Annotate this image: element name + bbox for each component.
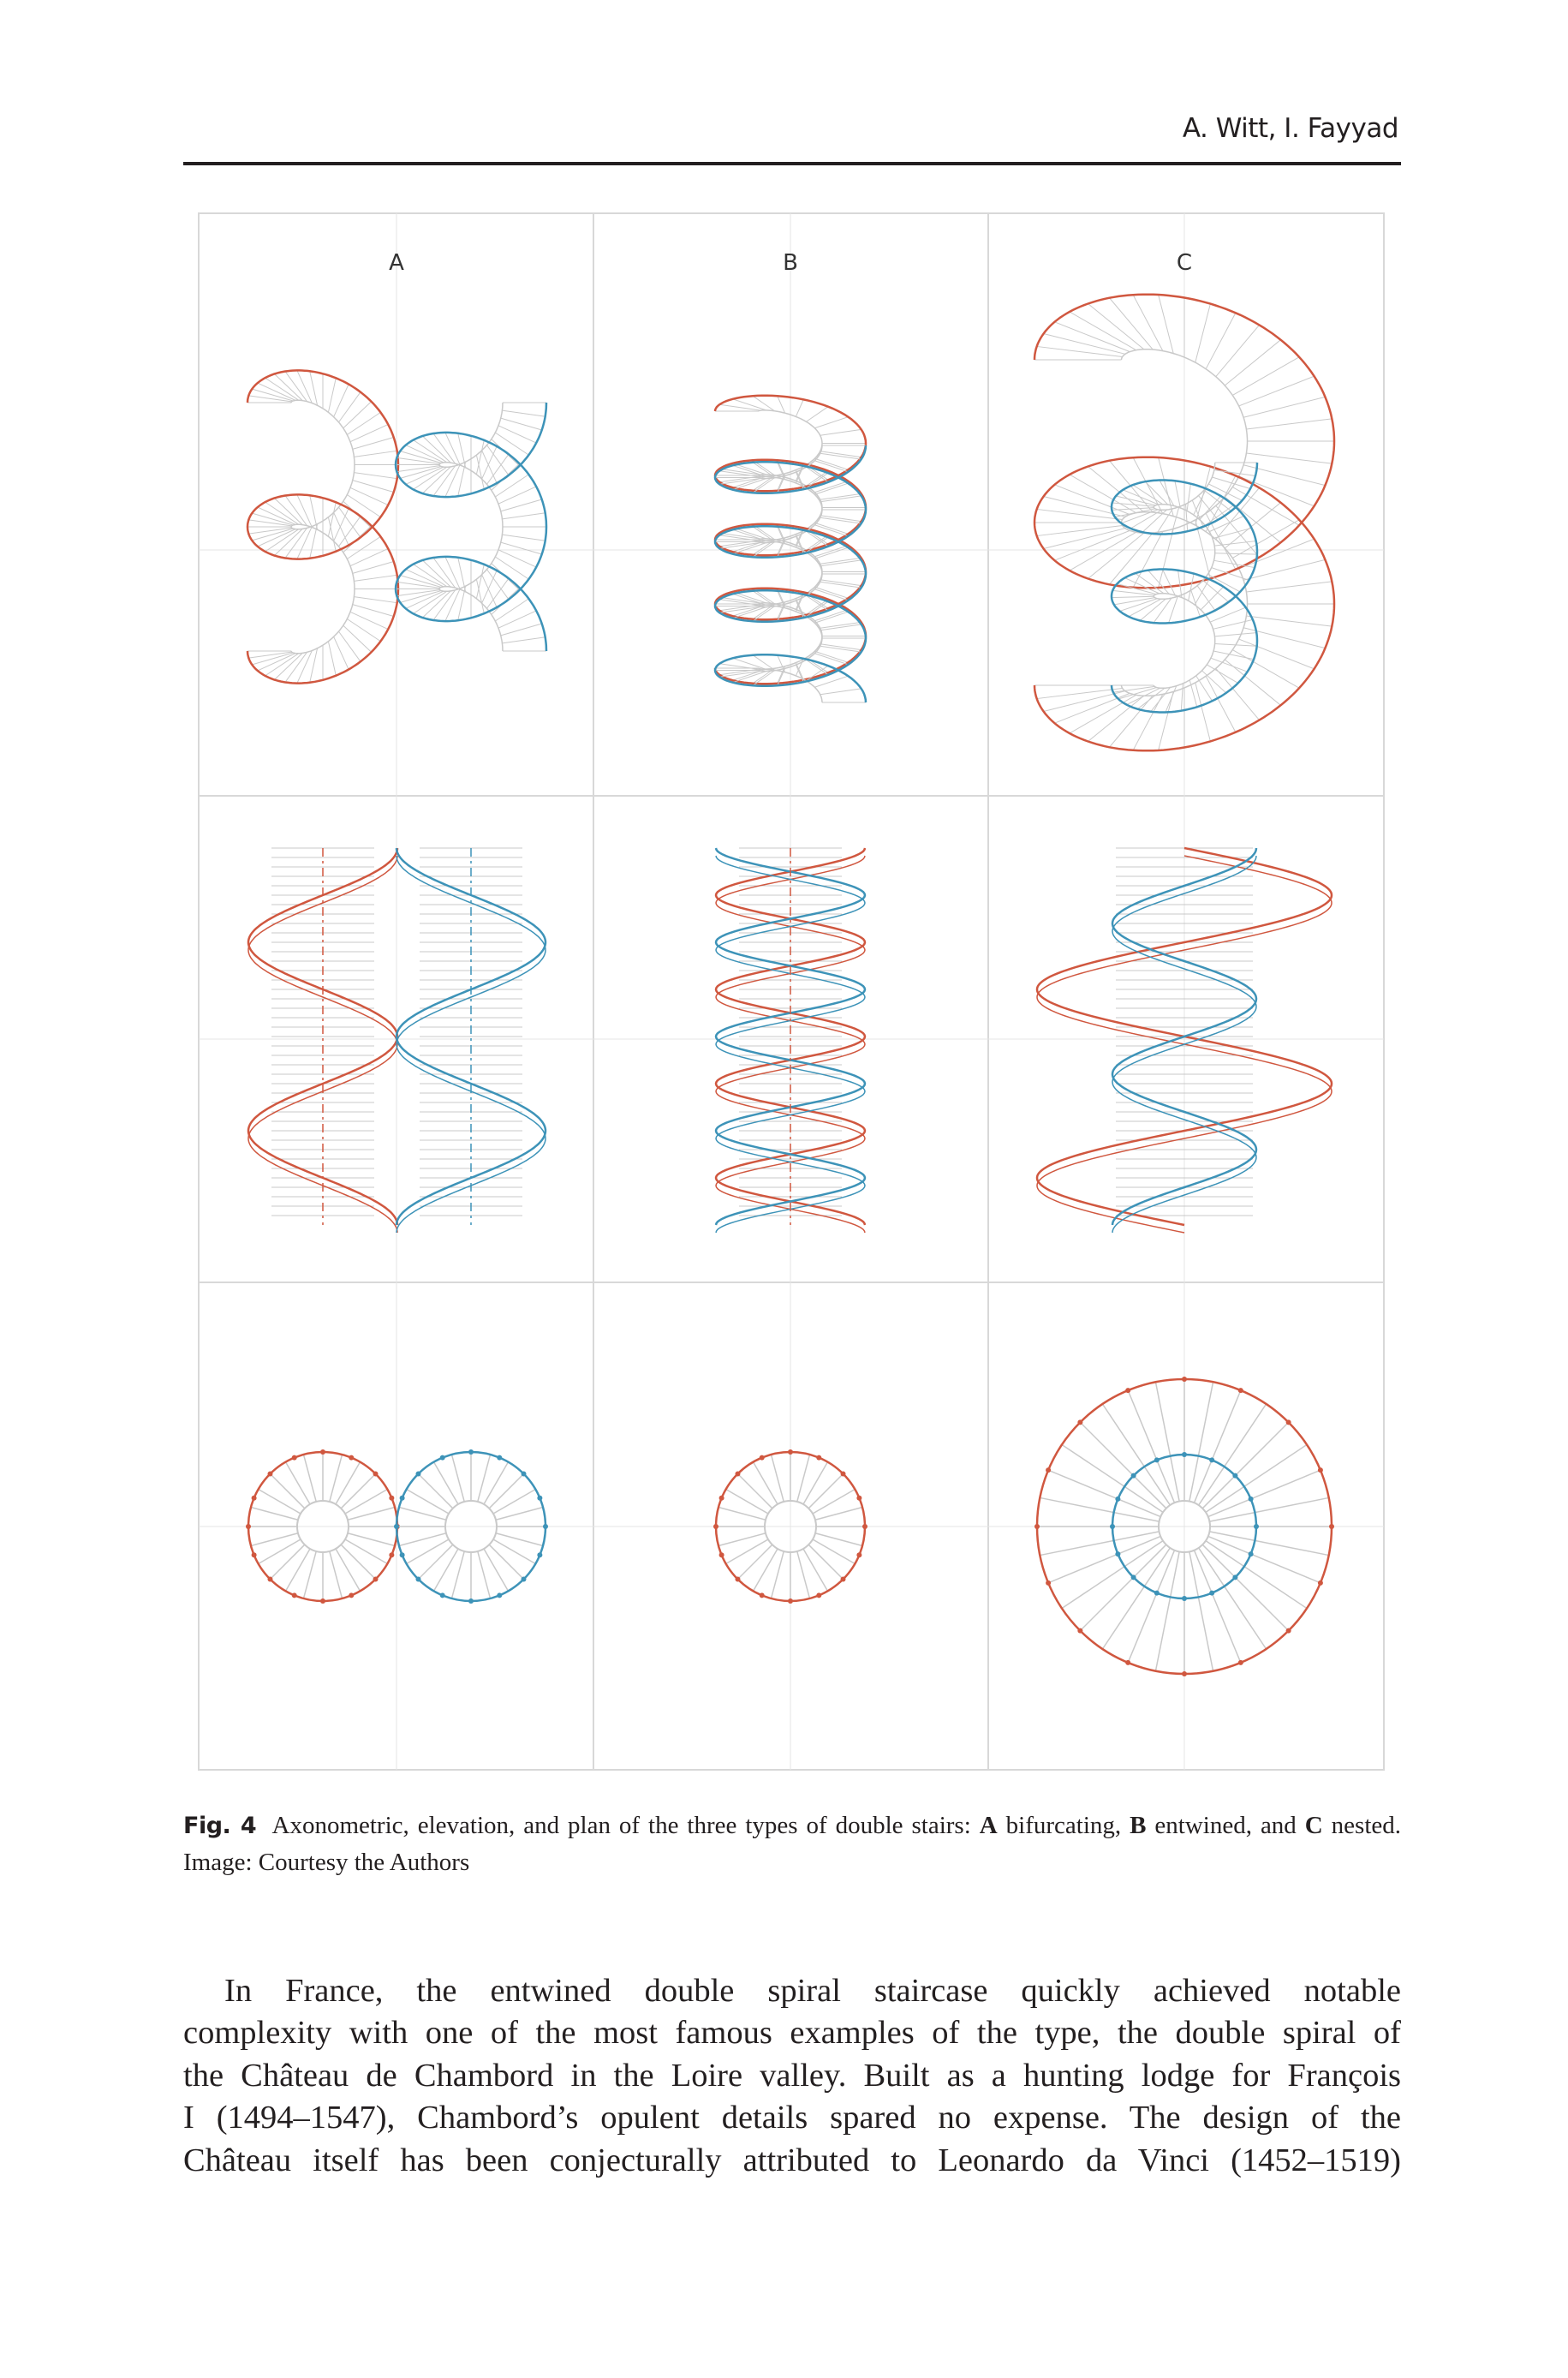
caption-letter-b: B [1130,1812,1147,1839]
axo-tread [1054,530,1130,560]
plan-tread [336,1462,361,1504]
axo-tread [1088,533,1144,578]
axo-tread [495,475,528,497]
axo-tread [1246,453,1332,463]
axo-tread [814,417,848,428]
plan-tread [1208,1536,1321,1582]
axo-tread [1127,688,1160,704]
plan-tread [484,1462,509,1504]
plan-tread [718,1507,766,1520]
plan-node [389,1496,394,1501]
plan-tread [434,1549,459,1591]
axo-tread [1172,507,1179,534]
plan-node [468,1449,474,1455]
axo-tread [1195,304,1211,363]
figure-caption [183,1807,1401,1880]
axo-tread [1206,676,1236,732]
plan-node [719,1496,724,1501]
axo-tread [1142,510,1166,532]
axo-tread [347,536,380,559]
plan-node [468,1598,474,1604]
plan-node [522,1471,527,1476]
plan-tread [1209,1532,1328,1556]
plan-tread [434,1462,459,1504]
axo-tread [328,502,336,536]
plan-node [543,1524,548,1529]
plan-tread [303,1455,316,1502]
plan-tread [1189,1551,1213,1670]
axo-tread [476,455,484,489]
plan-node [537,1496,542,1501]
axo-tread [1181,684,1183,711]
plan-tread [341,1473,375,1508]
axo-tread [1196,676,1213,701]
plan-tread [478,1551,491,1598]
plan-node [1209,1591,1214,1596]
axo-tread [719,664,760,670]
axo-tread [347,495,380,517]
axo-tread [1159,529,1174,588]
plan-node [862,1524,867,1529]
plan-node [522,1577,527,1582]
plan-tread [407,1539,449,1564]
plan-node [788,1449,793,1455]
axo-tread [328,517,336,552]
plan-tread [726,1490,768,1515]
plan-node [713,1524,718,1529]
plan-tread [1155,1382,1179,1501]
plan-tread [345,1539,387,1564]
axo-tread [1037,346,1123,356]
axo-tread [476,565,484,599]
plan-node [292,1455,297,1461]
plan-node [1077,1419,1082,1425]
plan-tread [451,1455,464,1502]
axo-tread [1178,571,1182,598]
plan-node [246,1524,251,1529]
plan-tread [718,1533,766,1546]
plan-tread [330,1551,343,1598]
plan-tread [754,1549,778,1591]
plan-node [719,1552,724,1557]
plan-tread [803,1549,828,1591]
plan-tread [286,1462,311,1504]
plan-node [349,1592,354,1598]
plan-tread [341,1545,375,1579]
axo-tread [1037,509,1123,519]
axo-tread [353,562,394,574]
axo-tread [1225,340,1280,385]
axo-tread [1239,639,1315,669]
axo-tread [1216,325,1260,376]
caption-letter-c: C [1304,1812,1323,1839]
axo-tread [476,579,484,613]
plan-tread [1194,1390,1240,1503]
plan-node [1115,1497,1120,1502]
axo-tread [495,433,528,455]
plan-tread [496,1507,543,1520]
plan-tread [808,1473,843,1508]
axo-tread [1213,651,1254,660]
plan-node [389,1552,394,1557]
plan-node [394,1524,399,1529]
axo-tread [1133,531,1163,587]
axo-tread [1110,298,1154,350]
axo-tread [719,404,760,410]
plan-node [735,1471,740,1476]
axo-tread [347,412,380,434]
axo-tread [1166,686,1177,713]
axo-tread [502,513,545,519]
plan-tread [813,1490,855,1515]
axo-tread [778,396,785,413]
plan-tread [754,1462,778,1504]
axo-tread [502,637,545,643]
plan-tread [270,1473,304,1508]
axo-tread [1037,688,1123,698]
plan-tread [451,1551,464,1598]
axo-tread [353,438,394,450]
plan-node [373,1471,379,1476]
plan-node [1154,1591,1160,1596]
plan-tread [259,1490,301,1515]
axo-tread [343,625,372,652]
axo-tread [1213,528,1252,538]
plan-node [1318,1467,1323,1473]
plan-node [816,1455,821,1461]
axo-tread [1160,481,1174,506]
plan-tread [1208,1470,1321,1516]
axo-tread [1239,476,1315,506]
plan-tread [336,1549,361,1591]
axo-tread [1148,571,1170,594]
plan-tread [399,1507,446,1520]
body-line-2: complexity with one of the most famous examples of the type, the double spiral of [183,2015,1401,2052]
plan-node [400,1552,405,1557]
axo-tread [1206,313,1236,368]
plan-node [1182,1452,1187,1457]
axo-tread [502,410,545,416]
plan-tread [1040,1532,1159,1556]
axo-tread [501,542,542,554]
axo-tread [1212,568,1249,581]
axo-tread [328,378,336,412]
plan-tread [1128,1550,1174,1663]
plan-tread [1048,1536,1160,1582]
plan-tread [737,1473,772,1508]
axo-tread [814,651,848,662]
plan-node [1249,1551,1254,1556]
axo-tread [354,473,396,479]
plan-tread [418,1545,452,1579]
axo-tread [806,407,828,422]
axo-tread [1037,525,1123,535]
plan-tread [493,1539,535,1564]
axo-tread [338,392,361,422]
axo-tread [1124,578,1159,594]
plan-tread [737,1545,772,1579]
plan-node [1115,1551,1120,1556]
figure-label: Fig. 4 [183,1813,257,1839]
plan-node [1077,1628,1082,1634]
plan-tread [771,1551,784,1598]
caption-text-2: and [1260,1812,1305,1839]
plan-node [856,1552,862,1557]
plan-node [760,1455,765,1461]
axo-tread [498,426,536,443]
axo-tread [1239,376,1315,406]
plan-tread [1189,1382,1213,1501]
axo-tread [354,575,396,581]
plan-tread [815,1507,862,1520]
plan-node [735,1577,740,1582]
column-label-c: C [1176,250,1193,276]
plan-tread [1209,1497,1328,1521]
plan-node [320,1449,325,1455]
axo-tread [1088,696,1144,741]
axo-tread [343,402,372,428]
plan-node [252,1496,257,1501]
figure-grid [199,213,1384,1770]
axo-tread [1088,303,1144,349]
plan-node [320,1598,325,1604]
axo-tread [354,451,396,457]
axo-tread [498,550,536,567]
axo-tread [1213,619,1253,629]
plan-tread [493,1490,535,1515]
plan-tread [1155,1551,1179,1670]
plan-tread [1048,1470,1160,1516]
axo-tread [498,487,536,504]
plan-node [1254,1524,1259,1529]
axo-tread [501,499,542,511]
axo-tread [353,481,394,493]
axo-tread [1187,484,1190,511]
plan-node [1125,1660,1130,1665]
axo-tread [354,597,396,603]
plan-tread [478,1455,491,1502]
column-label-b: B [783,250,798,276]
body-line-5: Château itself has been conjecturally attributed to Leonardo da Vinci (1452–1519) [183,2142,1401,2178]
plan-tread [407,1490,449,1515]
caption-letter-a: A [979,1812,998,1839]
axo-tread [1112,508,1154,511]
plan-node [1318,1580,1323,1586]
axo-tread [1195,683,1211,742]
plan-tread [345,1490,387,1515]
plan-node [1249,1497,1254,1502]
plan-node [1238,1388,1243,1393]
axo-tread [1207,574,1240,592]
axo-tread [1162,569,1175,594]
axo-tread [753,396,775,411]
plan-tread [270,1545,304,1579]
axo-tread [1112,590,1154,595]
caption-text-1: Axonometric, elevation, and plan of the three types of double stairs: [271,1812,980,1839]
plan-node [1154,1457,1160,1462]
axo-tread [350,424,388,441]
plan-tread [348,1533,395,1546]
plan-tread [496,1533,543,1546]
plan-tread [484,1549,509,1591]
plan-node [1232,1574,1237,1580]
plan-node [415,1471,420,1476]
plan-node [373,1577,379,1582]
axo-tread [476,440,484,475]
plan-node [1034,1524,1040,1529]
axo-tread [328,642,336,676]
plan-node [440,1455,445,1461]
axo-tread [820,429,862,435]
body-paragraph [183,1970,1401,2182]
axo-tread [1232,357,1299,396]
plan-node [1209,1457,1214,1462]
plan-node [841,1471,846,1476]
plan-tread [399,1533,446,1546]
plan-node [1046,1580,1051,1586]
axo-tread [350,612,388,629]
plan-node [1286,1419,1291,1425]
caption-c-text: nested. Image: Courtesy the Authors [183,1812,1402,1876]
plan-node [1131,1574,1136,1580]
axo-a-red [247,370,398,683]
plan-node [537,1552,542,1557]
axo-tread [796,399,803,416]
body-line-4: I (1494–1547), Chambord’s opulent details spared no expense. The design of the [183,2100,1401,2136]
column-label-a: A [389,250,404,276]
axo-tread [501,418,542,430]
axo-tread [1159,295,1174,354]
plan-tread [813,1539,855,1564]
axo-tread [1159,691,1174,750]
plan-tread [726,1539,768,1564]
plan-tread [808,1545,843,1579]
axo-tread [1207,665,1237,684]
axo-tread [347,619,380,642]
axo-tread [338,631,361,661]
plan-node [788,1598,793,1604]
plan-node [1232,1473,1237,1479]
caption-b-text: entwined, [1146,1812,1252,1839]
body-line-3: the Château de Chambord in the Loire valley. Built as a hunting lodge for François [183,2057,1401,2094]
plan-node [349,1455,354,1461]
plan-node [252,1552,257,1557]
plan-node [816,1592,821,1598]
plan-node [1182,1671,1187,1676]
plan-node [841,1577,846,1582]
running-head: A. Witt, I. Fayyad [1182,113,1398,144]
axo-tread [1246,616,1332,626]
plan-tread [259,1539,301,1564]
plan-tread [797,1551,810,1598]
figure-frame [199,213,1384,1770]
axo-tread [502,535,545,541]
plan-tread [1194,1550,1240,1663]
plan-node [1182,1596,1187,1601]
plan-node [292,1592,297,1598]
axo-tread [1054,485,1130,515]
plan-node [415,1577,420,1582]
axo-tread [501,624,542,636]
axo-tread [1112,596,1154,597]
axo-tread [1211,658,1248,672]
plan-node [440,1592,445,1598]
plan-node [267,1471,272,1476]
axo-tread [350,487,388,505]
plan-tread [251,1507,298,1520]
plan-node [497,1455,502,1461]
plan-tread [303,1551,316,1598]
axo-tread [1123,490,1159,505]
plan-node [1238,1660,1243,1665]
axo-tread [1194,489,1207,515]
plan-node [400,1496,405,1501]
axo-tread [1215,553,1257,554]
plan-node [1286,1628,1291,1634]
plan-tread [1040,1497,1159,1521]
axo-tread [1159,457,1174,517]
plan-node [1131,1473,1136,1479]
plan-node [856,1496,862,1501]
plan-tread [251,1533,298,1546]
plan-tread [803,1462,828,1504]
axo-tread [1113,686,1154,692]
plan-node [1110,1524,1115,1529]
axo-tread [495,557,528,579]
axo-tread [1133,295,1163,350]
axo-tread [1054,322,1130,352]
plan-node [1329,1524,1334,1529]
axo-tread [820,689,862,695]
plan-tread [815,1533,862,1546]
axo-tread [1140,599,1166,620]
plan-tread [1128,1390,1174,1503]
axo-tread [353,605,394,617]
axo-tread [1110,696,1154,747]
plan-tread [286,1549,311,1591]
axo-tread [1243,397,1325,417]
plan-node [1182,1377,1187,1382]
axo-tread [498,611,536,628]
body-line-1: In France, the entwined double spiral staircase quickly achieved notable [224,1973,1401,2009]
axo-a-blue [396,403,546,651]
plan-node [760,1592,765,1598]
plan-tread [348,1507,395,1520]
axo-tread [1175,481,1180,508]
plan-tread [771,1455,784,1502]
axo-tread [1214,633,1256,636]
axo-tread [1110,533,1154,584]
axo-tread [495,599,528,621]
plan-node [1125,1388,1130,1393]
axo-tread [350,548,388,565]
plan-tread [330,1455,343,1502]
plan-node [497,1592,502,1598]
caption-a-text: bifurcating, [997,1812,1130,1839]
plan-node [267,1577,272,1582]
plan-tread [797,1455,810,1502]
axo-tread [1246,582,1332,592]
axo-tread [1232,650,1299,689]
axo-tread [1246,419,1332,429]
plan-tread [489,1545,523,1579]
plan-tread [489,1473,523,1508]
plan-node [1046,1467,1051,1473]
plan-tread [418,1473,452,1508]
